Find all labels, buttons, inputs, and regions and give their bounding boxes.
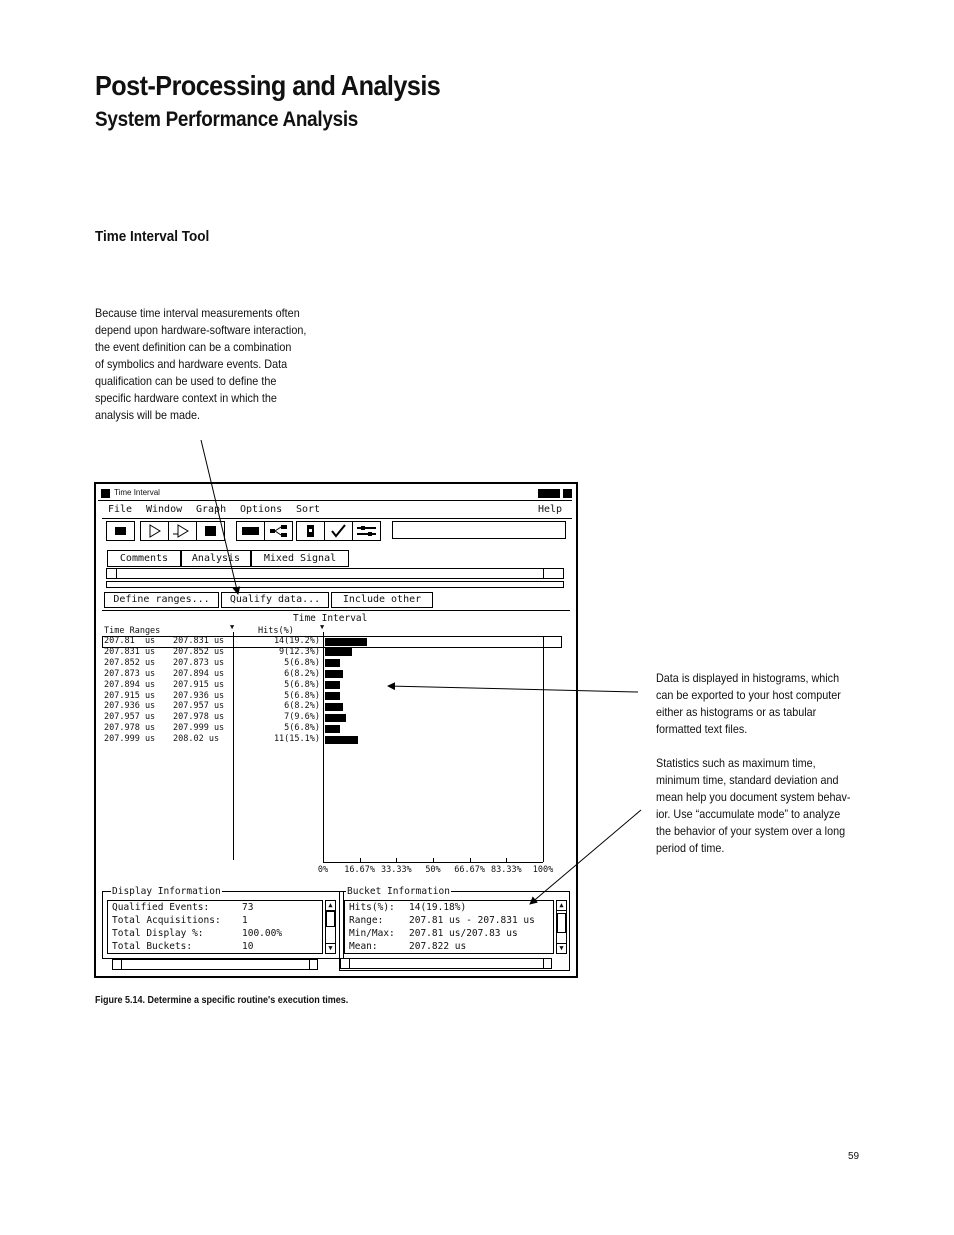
- note-line: ior. Use “accumulate mode” to analyze: [656, 807, 841, 821]
- hits-value: 7(9.6%): [284, 712, 320, 723]
- note-line: period of time.: [656, 841, 725, 855]
- display-info-value: 10: [242, 941, 254, 952]
- tab-mixed-signal[interactable]: Mixed Signal: [251, 550, 349, 567]
- range-from: 207.915 us: [104, 690, 156, 701]
- bucket-info-value: 207.822 us: [409, 941, 467, 952]
- hits-value: 9(12.3%): [279, 646, 320, 657]
- display-info-value: 1: [242, 915, 248, 926]
- intro-line: analysis will be made.: [95, 408, 201, 422]
- menu-help[interactable]: Help: [538, 504, 563, 515]
- display-info-label: Total Buckets:: [112, 941, 193, 952]
- bucket-info-title: Bucket Information: [347, 886, 450, 897]
- range-to: 207.831 us: [173, 636, 225, 646]
- note-line: either as histograms or as tabular: [656, 705, 817, 719]
- range-from: 207.81 us: [104, 636, 156, 646]
- window-title: Time Interval: [114, 488, 160, 497]
- figure-caption: Figure 5.14. Determine a specific routine's execution times.: [95, 995, 349, 1006]
- bucket-info-value: 14(19.18%): [409, 902, 467, 913]
- histogram-callout-arrow: [388, 686, 638, 692]
- intro-line: the event definition can be a combination: [95, 340, 292, 354]
- define-ranges-button[interactable]: Define ranges...: [104, 592, 219, 608]
- intro-line: specific hardware context in which the: [95, 391, 277, 405]
- bucket-info-label: Mean:: [349, 941, 378, 952]
- range-from: 207.957 us: [104, 712, 156, 723]
- hits-value: 5(6.8%): [284, 690, 320, 701]
- note-line: formatted text files.: [656, 722, 748, 736]
- x-tick-label: 100%: [532, 865, 554, 875]
- range-to: 207.936 us: [173, 690, 225, 701]
- col-hits: Hits(%): [258, 626, 294, 636]
- menu-window[interactable]: Window: [146, 504, 183, 515]
- scroll-down-icon[interactable]: ▼: [326, 943, 335, 953]
- menu-graph[interactable]: Graph: [196, 504, 227, 515]
- display-info-label: Total Acquisitions:: [112, 915, 221, 926]
- hits-value: 5(6.8%): [284, 723, 320, 734]
- intro-line: qualification can be used to define the: [95, 374, 277, 388]
- range-to: 207.978 us: [173, 712, 225, 723]
- range-to: 208.02 us: [173, 734, 220, 745]
- display-info-value: 100.00%: [242, 928, 283, 939]
- range-from: 207.894 us: [104, 679, 156, 690]
- note-line: Data is displayed in histograms, which: [656, 671, 840, 685]
- x-tick-label: 66.67%: [454, 865, 486, 875]
- bucket-info-label: Hits(%):: [349, 902, 395, 913]
- bucket-info-value: 207.81 us/207.83 us: [409, 928, 518, 939]
- hits-value: 14(19.2%): [273, 636, 320, 646]
- x-tick-label: 50%: [425, 865, 441, 875]
- section-heading: Time Interval Tool: [95, 228, 210, 245]
- display-info-label: Total Display %:: [112, 928, 204, 939]
- qualify-data-button[interactable]: Qualify data...: [221, 592, 329, 608]
- column-marker-icon[interactable]: ▼: [230, 623, 235, 631]
- hits-value: 5(6.8%): [284, 679, 320, 690]
- column-marker-icon[interactable]: ▼: [320, 623, 325, 631]
- intro-callout-arrow: [201, 440, 238, 594]
- menu-file[interactable]: File: [108, 504, 133, 515]
- range-to: 207.999 us: [173, 723, 225, 734]
- page-title: Post-Processing and Analysis: [95, 70, 441, 101]
- range-to: 207.873 us: [173, 657, 225, 668]
- hits-value: 6(8.2%): [284, 668, 320, 679]
- menu-sort[interactable]: Sort: [296, 504, 321, 515]
- note-line: mean help you document system behav-: [656, 790, 851, 804]
- range-from: 207.852 us: [104, 657, 156, 668]
- display-info-label: Qualified Events:: [112, 902, 210, 913]
- x-tick-label: 83.33%: [490, 865, 522, 875]
- intro-line: depend upon hardware-software interaction,: [95, 323, 307, 337]
- note-line: Statistics such as maximum time,: [656, 756, 816, 770]
- include-other-button[interactable]: Include other: [331, 592, 433, 608]
- x-tick-label: 33.33%: [380, 865, 412, 875]
- note-line: the behavior of your system over a long: [656, 824, 846, 838]
- display-info-value: 73: [242, 902, 254, 913]
- hits-value: 11(15.1%): [273, 734, 320, 745]
- col-time-ranges: Time Ranges: [104, 626, 161, 636]
- statistics-callout-arrow: [530, 810, 641, 904]
- chart-title: Time Interval: [293, 613, 368, 624]
- scroll-up-icon[interactable]: ▲: [326, 901, 335, 911]
- page-subtitle: System Performance Analysis: [95, 108, 359, 131]
- x-tick-label: 16.67%: [344, 865, 376, 875]
- tab-analysis[interactable]: Analysis: [181, 550, 251, 567]
- range-to: 207.957 us: [173, 701, 225, 712]
- range-to: 207.852 us: [173, 646, 225, 657]
- range-from: 207.936 us: [104, 701, 156, 712]
- display-info-title: Display Information: [112, 886, 221, 897]
- page-number: 59: [848, 1151, 860, 1162]
- range-to: 207.915 us: [173, 679, 225, 690]
- scroll-up-icon[interactable]: ▲: [557, 901, 566, 911]
- intro-line: of symbolics and hardware events. Data: [95, 357, 288, 371]
- note-line: minimum time, standard deviation and: [656, 773, 839, 787]
- range-from: 207.999 us: [104, 734, 156, 745]
- tab-comments[interactable]: Comments: [107, 550, 181, 567]
- scroll-down-icon[interactable]: ▼: [557, 943, 566, 953]
- bucket-info-label: Range:: [349, 915, 384, 926]
- range-to: 207.894 us: [173, 668, 225, 679]
- menu-options[interactable]: Options: [240, 504, 283, 515]
- note-line: can be exported to your host computer: [656, 688, 841, 702]
- hits-value: 6(8.2%): [284, 701, 320, 712]
- hits-value: 5(6.8%): [284, 657, 320, 668]
- intro-line: Because time interval measurements often: [95, 306, 300, 320]
- range-from: 207.978 us: [104, 723, 156, 734]
- x-tick-label: 0%: [317, 865, 329, 875]
- range-from: 207.873 us: [104, 668, 156, 679]
- range-from: 207.831 us: [104, 646, 156, 657]
- bucket-info-label: Min/Max:: [349, 928, 395, 939]
- bucket-info-value: 207.81 us - 207.831 us: [409, 915, 535, 926]
